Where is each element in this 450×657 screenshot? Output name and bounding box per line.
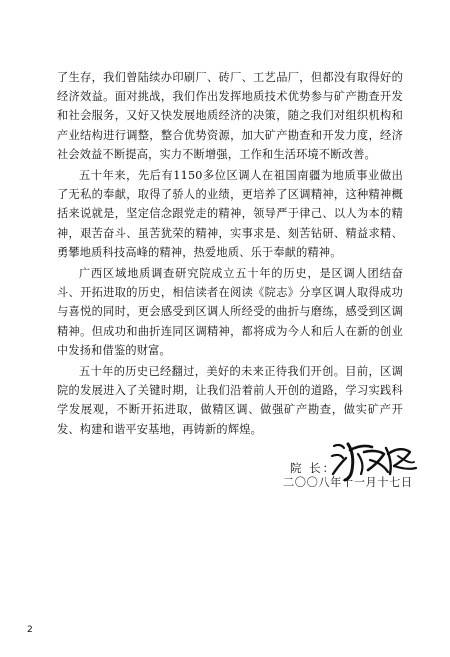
paragraph-continuation: 了生存，我们曾陆续办印刷厂、砖厂、工艺品厂，但都没有取得好的经济效益。面对挑战，我们作出发挥地质技术优势参与矿产勘查开发和社会服务，又好又快发展地质经济的决策，随之我们对组织机构和产业结构进行调整，整合优势资源，加大矿产勘查和开发力度，经济社会效益不断提高，实力不断增强，工作和生活环境不断改善。 bbox=[57, 71, 403, 161]
page-number: 2 bbox=[27, 625, 33, 635]
paragraph-fifty-years: 五十年来，先后有1150多位区调人在祖国南疆为地质事业做出了无私的奉献，取得了骄人的业绩，更培养了区调精神，这种精神概括来说就是，坚定信念跟党走的精神，领导严于律己、以人为本的精神，艰苦奋斗、虽苦犹荣的精神，实事求是、刻苦钻研、精益求精、勇攀地质科技高峰的精神，热爱地质、乐于奉献的精神。 bbox=[57, 169, 403, 259]
paragraph-future: 五十年的历史已经翻过，美好的未来正待我们开创。目前，区调院的发展进入了关键时期，让我们沿着前人开创的道路，学习实践科学发展观，不断开拓进取，做精区调、做强矿产勘查，做实矿产开发、构建和谐平安基地，再铸新的辉煌。 bbox=[57, 365, 403, 436]
body-text bbox=[57, 68, 403, 441]
signature-label: 院 长： bbox=[290, 461, 337, 475]
paragraph-history: 广西区域地质调查研究院成立五十年的历史，是区调人团结奋斗、开拓进取的历史，相信读者在阅读《院志》分享区调人取得成功与喜悦的同时，更会感受到区调人所经受的曲折与磨练，感受到区调精神。但成功和曲折连同区调精神，都将成为今人和后人在新的创业中发扬和借鉴的财富。 bbox=[57, 267, 403, 357]
signature-date: 二〇〇八年十一月十七日 bbox=[283, 476, 413, 489]
